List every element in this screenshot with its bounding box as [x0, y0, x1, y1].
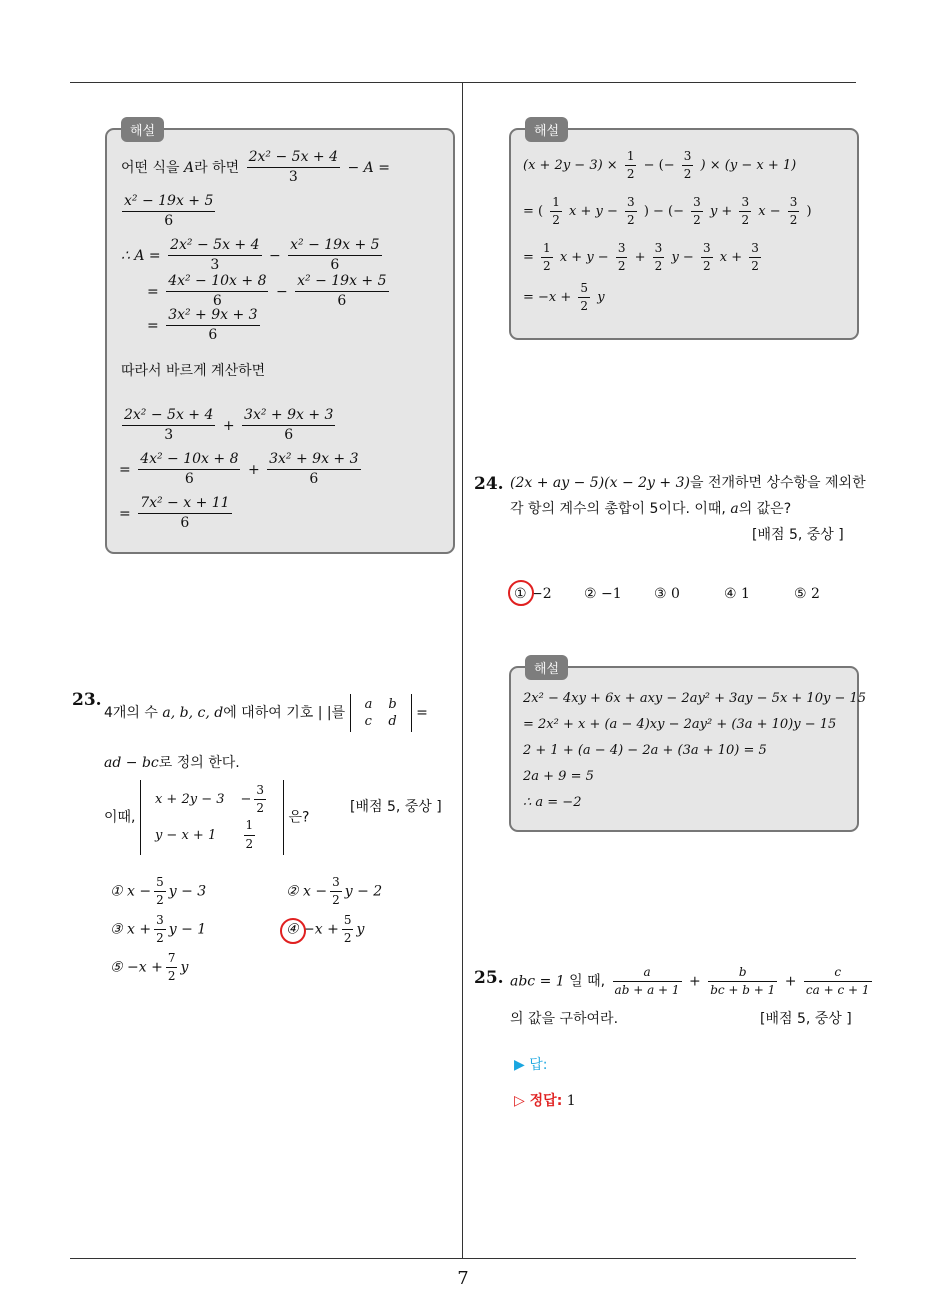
q24-points: [배점 5, 중상 ]	[752, 527, 844, 543]
fraction: $\frac{b}{bc + b + 1}$	[710, 965, 776, 998]
solution-tag: 해설	[121, 117, 164, 142]
fraction: $\frac{\text{2x² − 5x + 4}}{3}$	[170, 237, 260, 274]
fraction: $\frac{\text{2x² − 5x + 4}}{3}$	[124, 407, 214, 444]
fraction: $\frac{1}{2}$	[543, 241, 551, 274]
solution-line-8: = $\frac{\text{7x² − x + 11}}{6}$	[119, 495, 230, 532]
fraction: $\frac{\text{x² − 19x + 5}}{6}$	[297, 273, 387, 310]
fraction: $\frac{3}{2}$	[702, 241, 711, 274]
fraction: $\frac{\text{x² − 19x + 5}}{6}$	[290, 237, 380, 274]
fraction: $\frac{a}{ab + a + 1}$	[614, 965, 680, 998]
q24-choice-3[interactable]: ③ 0	[654, 586, 680, 602]
fraction: $\frac{3}{2}$	[741, 195, 750, 228]
fraction: $\frac{c}{ca + c + 1}$	[805, 965, 870, 998]
solution-line-1: (x + 2y − 3) × $\frac{1}{2}$ − (− $\frac{3}{2}$ ) × (y − x + 1)	[523, 149, 797, 182]
page-number: 7	[457, 1268, 469, 1289]
solution-line-3: = $\frac{1}{2}$ x + y − $\frac{3}{2}$ + $\frac{3}{2}$ y − $\frac{3}{2}$ x + $\frac{3}{2}$	[523, 241, 759, 274]
q24-choice-5[interactable]: ⑤ 2	[794, 586, 820, 602]
fraction: $\frac{\text{2x² − 5x + 4}}{3}$	[248, 149, 338, 186]
solution-tag: 해설	[525, 655, 568, 680]
solution-line-7: = $\frac{\text{4x² − 10x + 8}}{6}$ + $\frac{\text{3x² + 9x + 3}}{6}$	[119, 451, 359, 488]
q25-text-line-1: abc = 1 일 때, $\frac{a}{ab + a + 1}$ + $\frac{b}{bc + b + 1}$ + $\frac{c}{ca + c + 1}$	[510, 965, 870, 998]
answer-input-label[interactable]: ▶ 답:	[514, 1057, 548, 1073]
solution-line-1: 어떤 식을 A라 하면 $\frac{\text{2x² − 5x + 4}}{3}$ − A =	[121, 149, 390, 186]
solution-tag: 해설	[525, 117, 568, 142]
q24-choice-4[interactable]: ④ 1	[724, 586, 750, 602]
determinant-question: x + 2y − 3 − $\frac{3}{2}$ y − x + 1 $\frac{1}{2}$	[140, 780, 284, 855]
fraction: $\frac{1}{2}$	[552, 195, 560, 228]
solution-box-22	[105, 124, 455, 554]
solution-line-3: 2 + 1 + (a − 4) − 2a + (3a + 10) = 5	[523, 743, 767, 758]
q24-choice-2[interactable]: ② −1	[584, 586, 622, 602]
solution-box-prev	[509, 124, 859, 340]
q23-choice-5[interactable]: ⑤ −x + $\frac{7}{2}$ y	[110, 951, 189, 984]
fraction: $\frac{\text{3x² + 9x + 3}}{6}$	[168, 307, 258, 344]
fraction: $\frac{\text{3x² + 9x + 3}}{6}$	[269, 451, 359, 488]
fraction: $\frac{3}{2}$	[751, 241, 759, 274]
solution-line-3: ∴ A = $\frac{\text{2x² − 5x + 4}}{3}$ − $\frac{\text{x² − 19x + 5}}{6}$	[121, 237, 380, 274]
q23-text-line-2: ad − bc로 정의 한다.	[104, 755, 240, 771]
solution-box-24	[509, 662, 867, 832]
q23-choice-1[interactable]: ① x − $\frac{5}{2}$ y − 3	[110, 875, 207, 908]
solution-line-4: = −x + $\frac{5}{2}$ y	[523, 281, 605, 314]
fraction: $\frac{\text{x² − 19x + 5}}{6}$	[124, 193, 214, 230]
solution-line-1: 2x² − 4xy + 6x + axy − 2ay² + 3ay − 5x + 10y − 15	[523, 691, 867, 706]
fraction: $\frac{\text{4x² − 10x + 8}}{6}$	[140, 451, 239, 488]
bottom-rule	[70, 1258, 856, 1259]
solution-line-5: = $\frac{\text{3x² + 9x + 3}}{6}$	[147, 307, 258, 344]
answer-mark-circle	[508, 580, 534, 606]
q25-text-line-2: 의 값을 구하여라.	[510, 1011, 619, 1027]
solution-line-5: ∴ a = −2	[523, 795, 582, 810]
question-number-25: 25.	[474, 968, 504, 988]
fraction: $\frac{\text{4x² − 10x + 8}}{6}$	[168, 273, 267, 310]
fraction: $\frac{3}{2}$	[627, 195, 635, 228]
solution-line-2	[119, 194, 218, 230]
answer-mark-circle	[280, 918, 306, 944]
q23-points: [배점 5, 중상 ]	[350, 799, 442, 815]
solution-correct-text: 따라서 바르게 계산하면	[121, 363, 266, 379]
determinant-definition: a b c d	[350, 694, 412, 732]
solution-line-4: = $\frac{\text{4x² − 10x + 8}}{6}$ − $\frac{\text{x² − 19x + 5}}{6}$	[147, 273, 387, 310]
q23-choice-4[interactable]: ④ −x + $\frac{5}{2}$ y	[286, 913, 365, 946]
fraction: $\frac{3}{2}$	[654, 241, 663, 274]
solution-line-4: 2a + 9 = 5	[523, 769, 594, 784]
q25-points: [배점 5, 중상 ]	[760, 1011, 852, 1027]
q23-text-line-3: 이때, x + 2y − 3 − $\frac{3}{2}$ y − x + 1 $\frac{1}{2}$ 은?	[104, 780, 309, 855]
column-divider	[462, 82, 463, 1258]
solution-line-6: $\frac{\text{2x² − 5x + 4}}{3}$ + $\frac{\text{3x² + 9x + 3}}{6}$	[124, 407, 334, 444]
question-number-23: 23.	[72, 690, 102, 710]
fraction: $\frac{\text{3x² + 9x + 3}}{6}$	[244, 407, 334, 444]
solution-line-2: = 2x² + x + (a − 4)xy − 2ay² + (3a + 10)y − 15	[523, 717, 837, 732]
q23-choice-2[interactable]: ② x − $\frac{3}{2}$ y − 2	[286, 875, 383, 908]
q24-text-line-2: 각 항의 계수의 총합이 5이다. 이때, a의 값은?	[510, 501, 792, 517]
fraction: $\frac{3}{2}$	[693, 195, 701, 228]
q23-text-line-1: 4개의 수 a, b, c, d에 대하여 기호 | |를 a b c d =	[104, 694, 428, 732]
question-number-24: 24.	[474, 474, 504, 494]
top-rule	[70, 82, 856, 83]
q23-choice-3[interactable]: ③ x + $\frac{3}{2}$ y − 1	[110, 913, 207, 946]
solution-line-2: = ( $\frac{1}{2}$ x + y − $\frac{3}{2}$ ) − (− $\frac{3}{2}$ y + $\frac{3}{2}$ x − $\frac{3}{2}$ )	[523, 195, 812, 228]
fraction: $\frac{3}{2}$	[617, 241, 626, 274]
correct-answer: ▷ 정답: 1	[514, 1093, 576, 1109]
fraction: $\frac{3}{2}$	[683, 149, 692, 182]
fraction: $\frac{5}{2}$	[580, 281, 589, 314]
q24-choice-1[interactable]: ① −2	[514, 586, 552, 602]
fraction: $\frac{1}{2}$	[626, 149, 635, 182]
q24-text-line-1: (2x + ay − 5)(x − 2y + 3)을 전개하면 상수항을 제외한	[510, 475, 866, 491]
fraction: $\frac{\text{7x² − x + 11}}{6}$	[140, 495, 230, 532]
fraction: $\frac{3}{2}$	[789, 195, 798, 228]
